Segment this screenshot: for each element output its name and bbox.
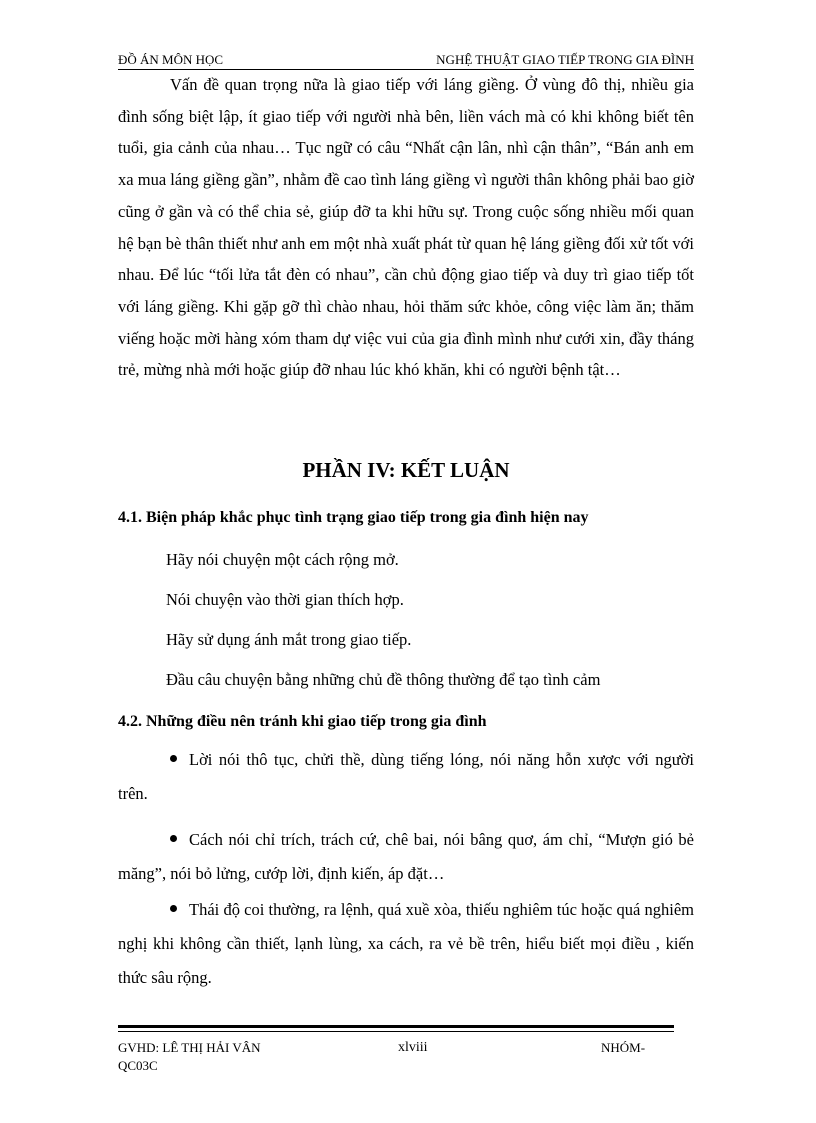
footer-page-number: xlviii <box>398 1040 428 1055</box>
section-4-1-item: Hãy nói chuyện một cách rộng mở. <box>166 550 399 569</box>
bullet-item <box>118 743 694 811</box>
bullet-dot-icon <box>170 835 177 842</box>
bullet-dot-icon <box>170 905 177 912</box>
section-4-2-heading: 4.2. Những điều nên tránh khi giao tiếp trong gia đình <box>118 713 487 730</box>
footer-group-code: QC03C <box>118 1058 158 1073</box>
bullet-text: Lời nói thô tục, chửi thề, dùng tiếng lóng, nói năng hỗn xược với người trên. <box>118 750 694 803</box>
header-document-title: NGHỆ THUẬT GIAO TIẾP TRONG GIA ĐÌNH <box>436 52 694 67</box>
header-document-type: ĐỒ ÁN MÔN HỌC <box>118 52 224 67</box>
footer-group-label: NHÓM- <box>601 1040 646 1055</box>
bullet-text: Cách nói chỉ trích, trách cứ, chê bai, nói bâng quơ, ám chỉ, “Mượn gió bẻ măng”, nói bỏ lửng, cướp lời, định kiến, áp đặt… <box>118 830 694 883</box>
section-4-1-item: Đầu câu chuyện bằng những chủ đề thông thường để tạo tình cảm <box>166 670 601 689</box>
footer-divider-thin <box>118 1031 674 1032</box>
footer-supervisor: GVHD: LÊ THỊ HẢI VÂN <box>118 1040 261 1055</box>
bullet-text: Thái độ coi thường, ra lệnh, quá xuề xòa, thiếu nghiêm túc hoặc quá nghiêm nghị khi không cần thiết, lạnh lùng, xa cách, ra vẻ bề trên, hiểu biết mọi điều , kiến thức sâu rộng. <box>118 900 694 987</box>
bullet-item <box>118 823 694 891</box>
section-4-1-heading: 4.1. Biện pháp khắc phục tình trạng giao tiếp trong gia đình hiện nay <box>118 509 589 526</box>
bullet-item <box>118 893 694 995</box>
part-heading: PHẦN IV: KẾT LUẬN <box>302 458 510 482</box>
intro-paragraph: Vấn đề quan trọng nữa là giao tiếp với láng giềng. Ở vùng đô thị, nhiều gia đình sống biệt lập, ít giao tiếp với người nhà bên, liền vách mà có khi không biết tên tuổi, gia cảnh của nhau… Tục ngữ có câu “Nhất cận lân, nhì cận thân”, “Bán anh em xa mua láng giềng gần”, nhằm đề cao tình láng giềng vì người thân không phải bao giờ cũng ở gần và có thể chia sẻ, giúp đỡ ta khi hữu sự. Trong cuộc sống nhiều mối quan hệ bạn bè thân thiết như anh em một nhà xuất phát từ quan hệ láng giềng đối xử tốt với nhau. Để lúc “tối lửa tắt đèn có nhau”, cần chủ động giao tiếp và duy trì giao tiếp tốt với láng giềng. Khi gặp gỡ thì chào nhau, hỏi thăm sức khỏe, công việc làm ăn; thăm viếng hoặc mời hàng xóm tham dự việc vui của gia đình mình như cưới xin, đầy tháng trẻ, mừng nhà mới hoặc giúp đỡ nhau lúc khó khăn, khi có người bệnh tật… <box>118 75 694 380</box>
bullet-dot-icon <box>170 755 177 762</box>
section-4-1-item: Nói chuyện vào thời gian thích hợp. <box>166 590 404 609</box>
footer-divider-thick <box>118 1025 674 1028</box>
section-4-1-item: Hãy sử dụng ánh mắt trong giao tiếp. <box>166 630 412 649</box>
